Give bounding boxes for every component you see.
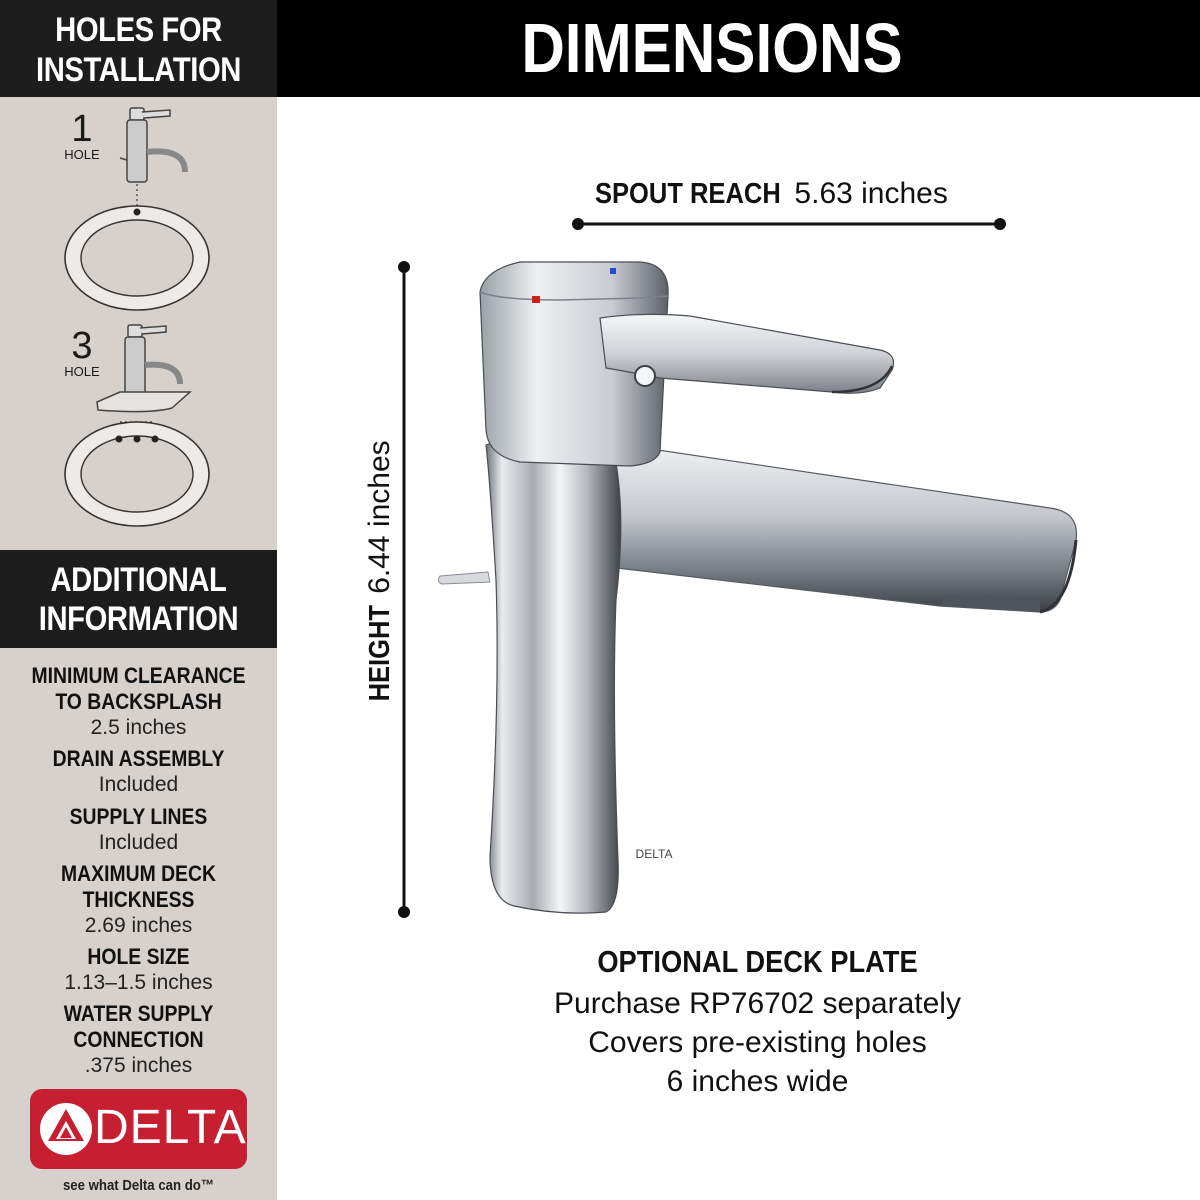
info-title-line: TO BACKSPLASH <box>55 689 222 714</box>
height-value: 6.44 inches <box>363 440 396 594</box>
info-value: Included <box>98 773 179 796</box>
deck-plate-line: Purchase RP76702 separately <box>554 987 961 1020</box>
info-title-line: THICKNESS <box>82 887 195 912</box>
one-hole-word: HOLE <box>64 147 100 162</box>
spout-reach-title: SPOUT REACH <box>595 178 781 210</box>
info-title-line: WATER SUPPLY <box>63 1001 214 1026</box>
one-hole-number: 1 <box>71 108 93 150</box>
faucet-body <box>486 434 621 913</box>
info-value: 1.13–1.5 inches <box>64 971 213 994</box>
drain-rod <box>438 572 490 584</box>
info-title-line: SUPPLY LINES <box>69 804 208 829</box>
delta-brand-text: DELTA <box>94 1101 247 1154</box>
page-title: DIMENSIONS <box>521 9 903 87</box>
holes-header-line-1: HOLES FOR <box>55 11 222 49</box>
info-value: 2.69 inches <box>84 914 193 937</box>
info-value: 2.5 inches <box>90 716 187 739</box>
height-title: HEIGHT <box>364 604 396 702</box>
info-value: .375 inches <box>84 1054 193 1077</box>
handle-screw-hole-icon <box>635 366 655 386</box>
additional-header-line-2: INFORMATION <box>38 600 239 638</box>
spout-reach-value: 5.63 inches <box>794 177 948 210</box>
faucet-spout <box>590 440 1076 612</box>
brand-tagline: see what Delta can do™ <box>62 1177 215 1194</box>
additional-header-line-1: ADDITIONAL <box>50 561 227 599</box>
info-title-line: CONNECTION <box>73 1027 204 1052</box>
info-title-line: MINIMUM CLEARANCE <box>31 663 246 688</box>
three-hole-word: HOLE <box>64 364 100 379</box>
info-title-line: HOLE SIZE <box>87 944 190 969</box>
deck-plate-line: Covers pre-existing holes <box>588 1026 927 1059</box>
optional-deck-plate-section <box>500 940 1015 1101</box>
deck-plate-line: 6 inches wide <box>666 1065 849 1098</box>
faucet-delta-logo: DELTA <box>635 847 673 861</box>
deck-plate-title: OPTIONAL DECK PLATE <box>597 944 918 979</box>
three-hole-number: 3 <box>71 325 93 367</box>
info-title-line: DRAIN ASSEMBLY <box>52 746 225 771</box>
hot-indicator-icon <box>532 296 540 303</box>
info-title-line: MAXIMUM DECK <box>61 861 216 886</box>
info-value: Included <box>98 831 179 854</box>
cold-indicator-icon <box>610 268 616 274</box>
holes-header-line-2: INSTALLATION <box>36 51 241 89</box>
